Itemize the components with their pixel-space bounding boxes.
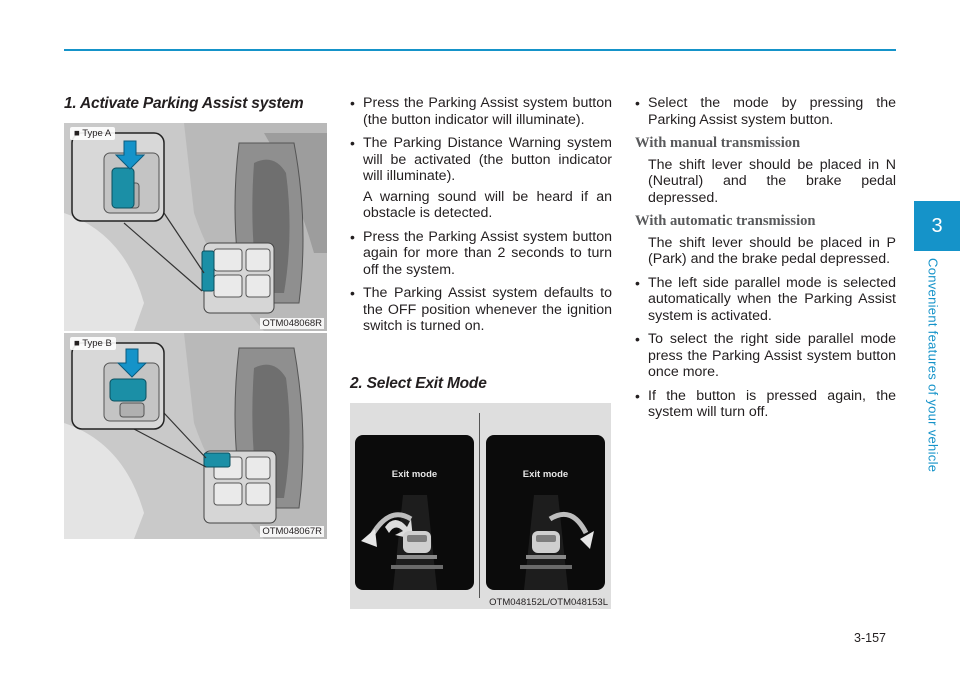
figure-b-code: OTM048067R xyxy=(262,526,322,537)
panel-left-title: Exit mode xyxy=(391,469,438,480)
right-exit-graphic xyxy=(486,435,605,590)
section-title-activate: 1. Activate Parking Assist system xyxy=(64,95,304,112)
list-item: • The left side parallel mode is selected automatically when the Parking Assist system is activated. xyxy=(635,275,896,325)
figure-type-a xyxy=(64,123,327,331)
column-activate-steps xyxy=(350,95,612,342)
exit-mode-panel-left xyxy=(355,435,474,590)
section-title-exit-mode: 2. Select Exit Mode xyxy=(350,375,487,392)
list-item: • Select the mode by pressing the Parking Assist system button. xyxy=(635,95,896,128)
figure-a-code: OTM048068R xyxy=(262,318,322,329)
page-number: 3-157 xyxy=(854,631,886,645)
left-exit-graphic xyxy=(355,435,474,590)
exit-mode-figure xyxy=(350,403,611,609)
console-illustration-b xyxy=(64,333,327,539)
list-item: • The Parking Assist system defaults to the OFF position whenever the ignition switch is turned on. xyxy=(350,285,612,335)
list-item: • Press the Parking Assist system button again for more than 2 seconds to turn off the system. xyxy=(350,229,612,279)
list-item: • Press the Parking Assist system button (the button indicator will illuminate). xyxy=(350,95,612,128)
top-rule xyxy=(64,49,896,51)
automatic-transmission-heading: With automatic transmission xyxy=(635,213,816,229)
figure-type-b xyxy=(64,333,327,539)
figure-a-label: ■ Type A xyxy=(70,127,115,140)
chapter-tab: 3 xyxy=(914,201,960,251)
manual-transmission-text: The shift lever should be placed in N (Neutral) and the brake pedal depressed. xyxy=(648,156,896,206)
exit-figure-code: OTM048152L/OTM048153L xyxy=(489,597,608,608)
list-item: • To select the right side parallel mode press the Parking Assist system button once more. xyxy=(635,331,896,381)
figure-b-label: ■ Type B xyxy=(70,337,116,350)
figure-divider xyxy=(479,413,480,598)
panel-right-title: Exit mode xyxy=(522,469,569,480)
manual-transmission-heading: With manual transmission xyxy=(635,135,801,151)
column-exit-mode-steps xyxy=(635,95,896,428)
chapter-title: Convenient features of your vehicle xyxy=(925,258,941,473)
list-item: • The Parking Distance Warning system will be activated (the button indicator will illuminate). xyxy=(350,135,612,185)
warning-sound-note: A warning sound will be heard if an obstacle is detected. xyxy=(363,188,612,221)
exit-mode-panel-right xyxy=(486,435,605,590)
console-illustration-a xyxy=(64,123,327,331)
automatic-transmission-text: The shift lever should be placed in P (Park) and the brake pedal depressed. xyxy=(648,234,896,267)
list-item: • If the button is pressed again, the system will turn off. xyxy=(635,388,896,421)
